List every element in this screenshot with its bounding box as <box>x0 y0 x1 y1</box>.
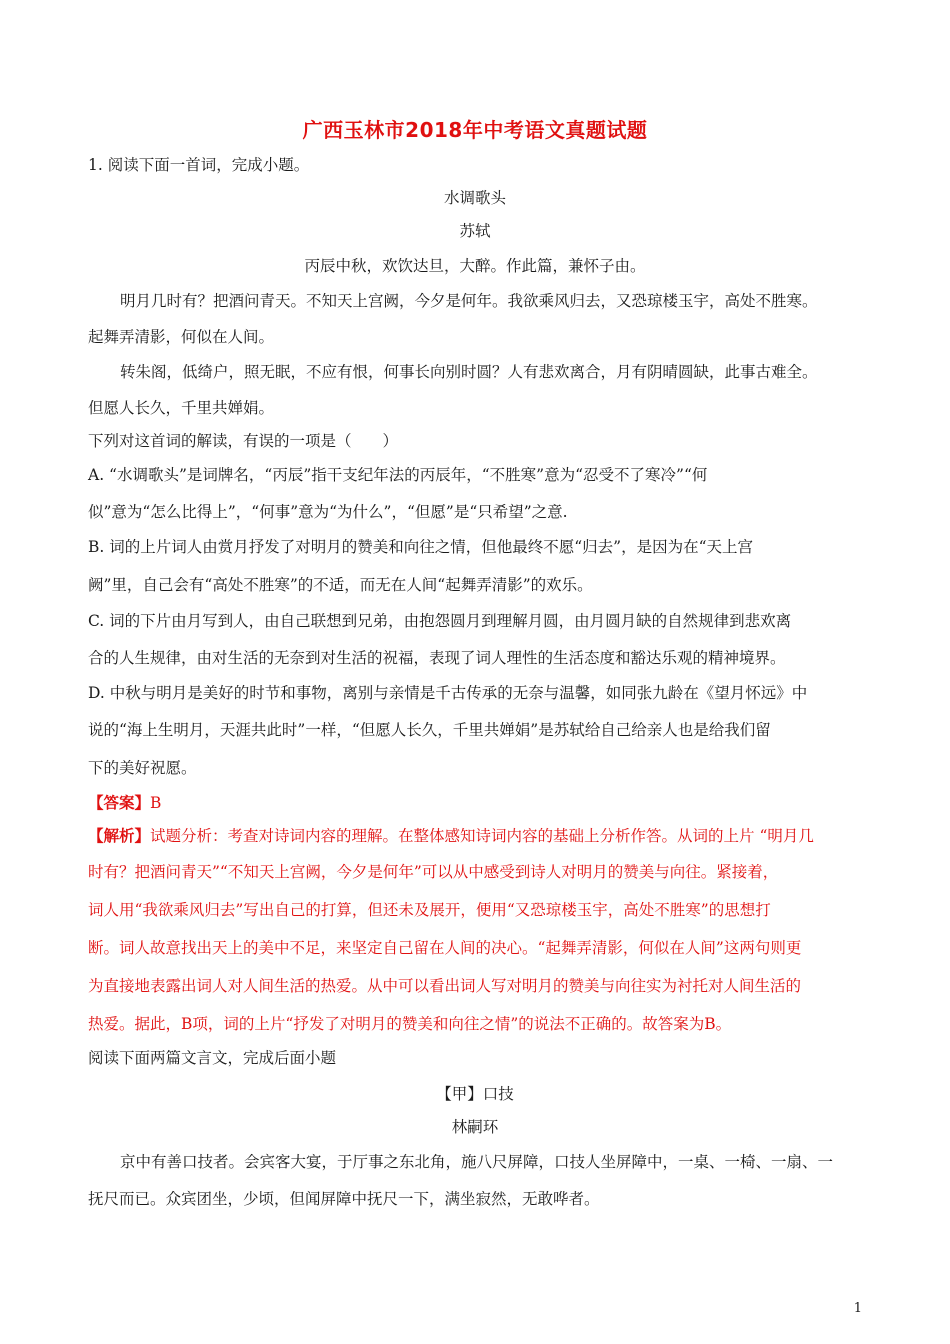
answer-label: 【答案】 <box>88 793 151 812</box>
option-b-line-1: B. 词的上片词人由赏月抒发了对明月的赞美和向往之情，但他最终不愿“归去”，是因为在“天上宫 <box>88 538 754 556</box>
poem-title: 水调歌头 <box>443 189 506 207</box>
option-d-line-3: 下的美好祝愿。 <box>88 759 197 777</box>
poem-author: 苏轼 <box>459 222 491 240</box>
text-a-author: 林嗣环 <box>451 1118 499 1136</box>
poem-preface: 丙辰中秋，欢饮达旦，大醉。作此篇，兼怀子由。 <box>304 257 646 275</box>
poem-stanza-2-line-2: 但愿人长久，千里共婵娟。 <box>88 399 275 417</box>
analysis-text-1: 试题分析：考查对诗词内容的理解。在整体感知诗词内容的基础上分析作答。从词的上片 “明月几 <box>150 827 814 845</box>
option-c-line-1: C. 词的下片由月写到人，由自己联想到兄弟，由抱怨圆月到理解月圆，由月圆月缺的自然规律到悲欢离 <box>88 612 792 630</box>
question-1-prompt: 1. 阅读下面一首词，完成小题。 <box>88 156 310 174</box>
text-a-title: 【甲】口技 <box>436 1085 514 1103</box>
answer <box>88 793 868 813</box>
text-a-line-1: 京中有善口技者。会宾客大宴，于厅事之东北角，施八尺屏障，口技人坐屏障中，一桌、一椅、一扇、一 <box>120 1153 834 1171</box>
question-2-prompt: 阅读下面两篇文言文，完成后面小题 <box>88 1049 337 1067</box>
option-d-line-1: D. 中秋与明月是美好的时节和事物，离别与亲情是千古传承的无奈与温馨，如同张九龄在《望月怀远》中 <box>88 684 808 702</box>
question-stem: 下列对这首词的解读，有误的一项是（ ） <box>88 432 399 450</box>
analysis-line-3: 词人用“我欲乘风归去”写出自己的打算，但还未及展开，便用“又恐琼楼玉宇，高处不胜寒”的思想打 <box>88 901 771 919</box>
poem-stanza-2-line-1: 转朱阁，低绮户，照无眠，不应有恨，何事长向别时圆？人有悲欢离合，月有阴晴圆缺，此事古难全。 <box>120 363 818 381</box>
analysis-line-6: 热爱。据此，B项，词的上片“抒发了对明月的赞美和向往之情”的说法不正确的。故答案为B。 <box>88 1015 732 1033</box>
analysis-line-1 <box>88 826 868 846</box>
option-a-line-2: 似”意为“怎么比得上”，“何事”意为“为什么”，“但愿”是“只希望”之意. <box>88 503 568 521</box>
analysis-line-4: 断。词人故意找出天上的美中不足，来坚定自己留在人间的决心。“起舞弄清影，何似在人间”这两句则更 <box>88 939 802 957</box>
option-c-line-2: 合的人生规律，由对生活的无奈到对生活的祝福，表现了词人理性的生活态度和豁达乐观的精神境界。 <box>88 649 786 667</box>
answer-value: B <box>150 794 162 812</box>
option-b-line-2: 阙”里，自己会有“高处不胜寒”的不适，而无在人间“起舞弄清影”的欢乐。 <box>88 576 593 594</box>
page-number: 1 <box>853 1301 862 1316</box>
page-title: 广西玉林市2018年中考语文真题试题 <box>302 118 648 142</box>
analysis-line-2: 时有？把酒问青天”“不知天上宫阙，今夕是何年”可以从中感受到诗人对明月的赞美与向往。紧接着， <box>88 863 779 881</box>
option-a-line-1: A. “水调歌头”是词牌名，“丙辰”指干支纪年法的丙辰年，“不胜寒”意为“忍受不了寒冷”“何 <box>88 466 708 484</box>
poem-stanza-1-line-1: 明月几时有？把酒问青天。不知天上宫阙，今夕是何年。我欲乘风归去，又恐琼楼玉宇，高处不胜寒。 <box>120 292 818 310</box>
analysis-label: 【解析】 <box>88 826 151 845</box>
option-d-line-2: 说的“海上生明月，天涯共此时”一样，“但愿人长久，千里共婵娟”是苏轼给自己给亲人也是给我们留 <box>88 721 771 739</box>
poem-stanza-1-line-2: 起舞弄清影，何似在人间。 <box>88 328 275 346</box>
text-a-line-2: 抚尺而已。众宾团坐，少顷，但闻屏障中抚尺一下，满坐寂然，无敢哗者。 <box>88 1190 600 1208</box>
analysis-line-5: 为直接地表露出词人对人间生活的热爱。从中可以看出词人写对明月的赞美与向往实为衬托对人间生活的 <box>88 977 802 995</box>
